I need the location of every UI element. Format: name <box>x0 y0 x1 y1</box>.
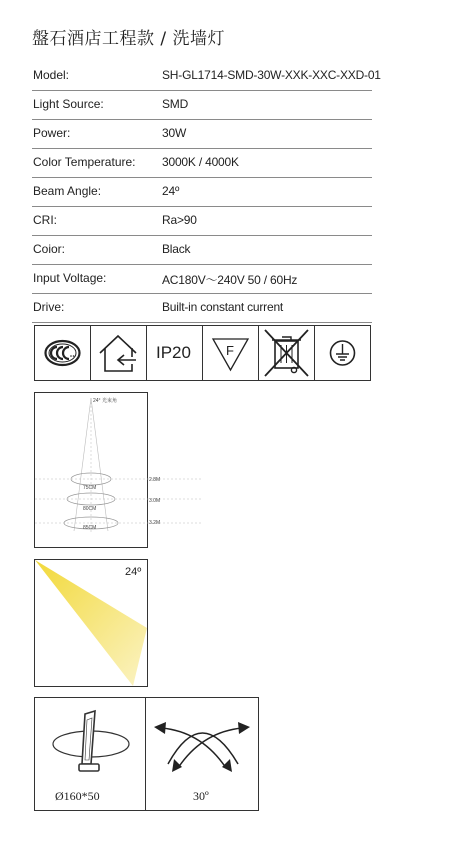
f-mark-icon <box>202 325 259 381</box>
beam-angle-illustration <box>34 559 148 687</box>
ip-rating-label: IP20 <box>156 343 191 362</box>
beam-diameter-2: 80CM <box>83 506 97 512</box>
certification-icons <box>34 325 372 381</box>
beam-diagram-title: 24° 光束角 <box>93 398 117 404</box>
spec-row-color <box>32 236 372 265</box>
spec-row-power <box>32 120 372 149</box>
spec-label: Coior: <box>33 242 66 256</box>
ground-symbol-icon <box>314 325 371 381</box>
indoor-use-icon <box>90 325 147 381</box>
spec-value: 24º <box>162 184 180 198</box>
rotation-illustration <box>145 697 259 811</box>
spec-row-input-voltage <box>32 265 372 294</box>
spec-label: Drive: <box>33 300 65 314</box>
spec-label: Beam Angle: <box>33 184 102 198</box>
spec-value: 3000K / 4000K <box>162 155 239 169</box>
spec-label: Input Voltage: <box>33 271 107 285</box>
spec-label: Light Source: <box>33 97 104 111</box>
page-title: 盤石酒店工程款 / 洗墙灯 <box>32 29 226 49</box>
spec-row-cri <box>32 207 372 236</box>
beam-spread-diagram <box>34 392 161 548</box>
weee-crossed-bin-icon <box>258 325 315 381</box>
rotation-angle-label: 30º <box>193 789 209 803</box>
spec-row-light-source <box>32 91 372 120</box>
spec-value: SMD <box>162 97 189 111</box>
spec-label: CRI: <box>33 213 57 227</box>
spec-value: SH-GL1714-SMD-30W-XXK-XXC-XXD-01 <box>162 68 381 82</box>
beam-distance-1: 2.8M <box>149 477 161 483</box>
beam-distance-2: 3.0M <box>149 498 161 504</box>
spec-table <box>32 62 381 323</box>
ip-rating-icon <box>146 325 203 381</box>
spec-label: Model: <box>33 68 70 82</box>
spec-label: Power: <box>33 126 71 140</box>
spec-row-beam-angle <box>32 178 372 207</box>
spec-value: Ra>90 <box>162 213 197 227</box>
spec-value: Black <box>162 242 191 256</box>
dimension-label: Ø160*50 <box>55 789 100 803</box>
spec-label: Color Temperature: <box>33 155 136 169</box>
spec-row-model <box>32 62 381 91</box>
beam-diameter-3: 85CM <box>83 525 97 531</box>
ccc-certification-icon <box>34 325 91 381</box>
beam-distance-3: 3.2M <box>149 520 161 526</box>
spec-value: AC180V～240V 50 / 60Hz <box>162 273 298 287</box>
beam-angle-label: 24º <box>125 566 142 578</box>
beam-diameter-1: 75CM <box>83 485 97 491</box>
f-mark-letter: F <box>226 343 234 358</box>
spec-row-drive <box>32 294 372 323</box>
spec-value: Built-in constant current <box>162 300 284 314</box>
spec-value: 30W <box>162 126 187 140</box>
spec-row-color-temperature <box>32 149 372 178</box>
dimension-illustration <box>34 697 148 811</box>
